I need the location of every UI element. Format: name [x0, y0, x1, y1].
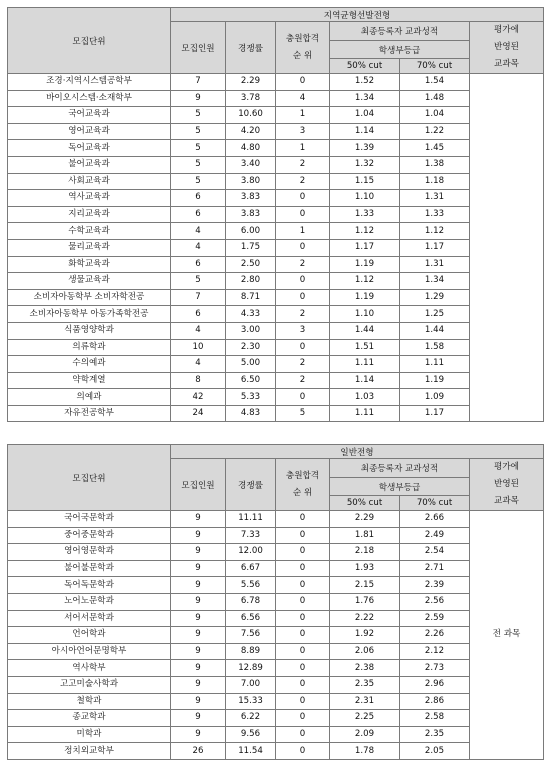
table-row [8, 156, 544, 173]
cut50-cell: 1.52 [330, 74, 400, 91]
unit-cell: 의예과 [8, 389, 171, 406]
waitlist-cell: 0 [276, 693, 330, 710]
cut50-cell: 2.22 [330, 610, 400, 627]
cut70-cell: 2.05 [400, 743, 470, 760]
cut70-cell: 1.17 [400, 405, 470, 422]
cut70-cell: 2.86 [400, 693, 470, 710]
waitlist-cell: 2 [276, 256, 330, 273]
table-row [8, 643, 544, 660]
cut50-cell: 2.25 [330, 710, 400, 727]
quota-cell: 4 [171, 356, 226, 373]
cut50-cell: 1.19 [330, 289, 400, 306]
waitlist-cell: 0 [276, 389, 330, 406]
ratio-cell: 1.75 [226, 239, 276, 256]
header-quota: 모집인원 [171, 22, 226, 74]
unit-cell: 국어교육과 [8, 107, 171, 124]
table-row [8, 743, 544, 760]
table-row [8, 710, 544, 727]
cut50-cell: 1.33 [330, 206, 400, 223]
quota-cell: 42 [171, 389, 226, 406]
ratio-cell: 3.00 [226, 322, 276, 339]
cut70-cell: 2.12 [400, 643, 470, 660]
unit-cell: 중어중문학과 [8, 527, 171, 544]
header-waitlist: 충원합격 순 위 [276, 22, 330, 74]
unit-cell: 독어독문학과 [8, 577, 171, 594]
table-row [8, 676, 544, 693]
table-row [8, 140, 544, 157]
header-unit: 모집단위 [8, 445, 171, 511]
quota-cell: 4 [171, 223, 226, 240]
quota-cell: 6 [171, 306, 226, 323]
unit-cell: 자유전공학부 [8, 405, 171, 422]
unit-cell: 바이오시스템·소재학부 [8, 90, 171, 107]
cut70-cell: 2.49 [400, 527, 470, 544]
header-cut50: 50% cut [330, 59, 400, 74]
table-row [8, 223, 544, 240]
waitlist-cell: 1 [276, 223, 330, 240]
table-row [8, 173, 544, 190]
quota-cell: 7 [171, 289, 226, 306]
cut70-cell: 2.56 [400, 593, 470, 610]
unit-cell: 서어서문학과 [8, 610, 171, 627]
cut50-cell: 1.12 [330, 223, 400, 240]
header-waitlist: 충원합격 순 위 [276, 459, 330, 511]
quota-cell: 9 [171, 643, 226, 660]
quota-cell: 5 [171, 107, 226, 124]
quota-cell: 9 [171, 726, 226, 743]
unit-cell: 아시아언어문명학부 [8, 643, 171, 660]
unit-cell: 생물교육과 [8, 273, 171, 290]
unit-cell: 수의예과 [8, 356, 171, 373]
table-row [8, 322, 544, 339]
table-row [8, 726, 544, 743]
header-group-title: 일반전형 [171, 445, 544, 459]
table-row [8, 239, 544, 256]
table-row [8, 190, 544, 207]
cut70-cell: 2.71 [400, 560, 470, 577]
cut70-cell: 2.73 [400, 660, 470, 677]
table-row [8, 356, 544, 373]
cut70-cell: 1.22 [400, 123, 470, 140]
table-row [8, 206, 544, 223]
ratio-cell: 6.67 [226, 560, 276, 577]
cut50-cell: 1.76 [330, 593, 400, 610]
ratio-cell: 10.60 [226, 107, 276, 124]
ratio-cell: 6.50 [226, 372, 276, 389]
quota-cell: 5 [171, 273, 226, 290]
cut50-cell: 1.32 [330, 156, 400, 173]
cut50-cell: 2.15 [330, 577, 400, 594]
ratio-cell: 6.00 [226, 223, 276, 240]
cut50-cell: 1.44 [330, 322, 400, 339]
header-grade-line2: 학생부등급 [330, 41, 470, 59]
quota-cell: 9 [171, 610, 226, 627]
ratio-cell: 9.56 [226, 726, 276, 743]
waitlist-cell: 0 [276, 74, 330, 91]
cut50-cell: 2.06 [330, 643, 400, 660]
ratio-cell: 3.83 [226, 190, 276, 207]
quota-cell: 7 [171, 74, 226, 91]
subjects-cell [470, 74, 544, 422]
quota-cell: 6 [171, 206, 226, 223]
header-quota: 모집인원 [171, 459, 226, 511]
table-body [8, 511, 544, 760]
cut50-cell: 1.15 [330, 173, 400, 190]
waitlist-cell: 4 [276, 90, 330, 107]
cut70-cell: 2.58 [400, 710, 470, 727]
quota-cell: 4 [171, 239, 226, 256]
unit-cell: 수학교육과 [8, 223, 171, 240]
header-grade-line1: 최종등록자 교과성적 [330, 22, 470, 41]
ratio-cell: 3.83 [226, 206, 276, 223]
waitlist-cell: 0 [276, 544, 330, 561]
cut70-cell: 2.66 [400, 511, 470, 528]
cut70-cell: 1.45 [400, 140, 470, 157]
subjects-cell: 전 과목 [470, 511, 544, 760]
cut70-cell: 1.31 [400, 190, 470, 207]
cut50-cell: 2.18 [330, 544, 400, 561]
cut70-cell: 1.11 [400, 356, 470, 373]
waitlist-cell: 0 [276, 660, 330, 677]
table-body [8, 74, 544, 422]
quota-cell: 9 [171, 710, 226, 727]
header-subjects: 평가에 반영된 교과목 [470, 22, 544, 74]
waitlist-cell: 0 [276, 710, 330, 727]
waitlist-cell: 0 [276, 627, 330, 644]
cut50-cell: 1.39 [330, 140, 400, 157]
quota-cell: 5 [171, 123, 226, 140]
table-row [8, 693, 544, 710]
cut50-cell: 1.81 [330, 527, 400, 544]
quota-cell: 5 [171, 140, 226, 157]
quota-cell: 5 [171, 156, 226, 173]
header-cut70: 70% cut [400, 59, 470, 74]
header-unit: 모집단위 [8, 8, 171, 74]
cut70-cell: 1.04 [400, 107, 470, 124]
ratio-cell: 7.33 [226, 527, 276, 544]
unit-cell: 국어국문학과 [8, 511, 171, 528]
table-row [8, 511, 544, 528]
cut50-cell: 1.14 [330, 372, 400, 389]
ratio-cell: 2.50 [226, 256, 276, 273]
table-row [8, 389, 544, 406]
ratio-cell: 3.40 [226, 156, 276, 173]
table-row [8, 544, 544, 561]
cut50-cell: 1.51 [330, 339, 400, 356]
cut50-cell: 1.19 [330, 256, 400, 273]
header-grade-line2: 학생부등급 [330, 478, 470, 496]
waitlist-cell: 1 [276, 140, 330, 157]
waitlist-cell: 2 [276, 173, 330, 190]
unit-cell: 철학과 [8, 693, 171, 710]
table-row [8, 660, 544, 677]
ratio-cell: 6.78 [226, 593, 276, 610]
quota-cell: 9 [171, 527, 226, 544]
quota-cell: 9 [171, 90, 226, 107]
unit-cell: 미학과 [8, 726, 171, 743]
ratio-cell: 6.56 [226, 610, 276, 627]
waitlist-cell: 0 [276, 560, 330, 577]
ratio-cell: 5.56 [226, 577, 276, 594]
waitlist-cell: 0 [276, 577, 330, 594]
waitlist-cell: 1 [276, 107, 330, 124]
header-ratio: 경쟁률 [226, 22, 276, 74]
table-row [8, 107, 544, 124]
table-row [8, 339, 544, 356]
cut50-cell: 1.04 [330, 107, 400, 124]
cut50-cell: 1.03 [330, 389, 400, 406]
ratio-cell: 15.33 [226, 693, 276, 710]
cut70-cell: 2.35 [400, 726, 470, 743]
table-row [8, 405, 544, 422]
quota-cell: 10 [171, 339, 226, 356]
unit-cell: 불어불문학과 [8, 560, 171, 577]
cut50-cell: 1.10 [330, 190, 400, 207]
cut50-cell: 1.93 [330, 560, 400, 577]
table-row [8, 372, 544, 389]
cut70-cell: 2.59 [400, 610, 470, 627]
waitlist-cell: 2 [276, 156, 330, 173]
unit-cell: 지리교육과 [8, 206, 171, 223]
cut70-cell: 1.25 [400, 306, 470, 323]
cut50-cell: 1.12 [330, 273, 400, 290]
waitlist-cell: 0 [276, 239, 330, 256]
unit-cell: 소비자아동학부 소비자학전공 [8, 289, 171, 306]
cut50-cell: 1.11 [330, 356, 400, 373]
ratio-cell: 5.00 [226, 356, 276, 373]
cut70-cell: 2.26 [400, 627, 470, 644]
unit-cell: 영어영문학과 [8, 544, 171, 561]
cut50-cell: 1.78 [330, 743, 400, 760]
cut70-cell: 1.29 [400, 289, 470, 306]
ratio-cell: 7.00 [226, 676, 276, 693]
table-row [8, 527, 544, 544]
cut70-cell: 1.58 [400, 339, 470, 356]
quota-cell: 9 [171, 593, 226, 610]
cut50-cell: 2.38 [330, 660, 400, 677]
unit-cell: 약학계열 [8, 372, 171, 389]
waitlist-cell: 0 [276, 527, 330, 544]
unit-cell: 불어교육과 [8, 156, 171, 173]
ratio-cell: 8.89 [226, 643, 276, 660]
quota-cell: 24 [171, 405, 226, 422]
quota-cell: 8 [171, 372, 226, 389]
waitlist-cell: 0 [276, 610, 330, 627]
unit-cell: 사회교육과 [8, 173, 171, 190]
quota-cell: 9 [171, 560, 226, 577]
ratio-cell: 6.22 [226, 710, 276, 727]
table-row [8, 90, 544, 107]
cut50-cell: 1.10 [330, 306, 400, 323]
waitlist-cell: 0 [276, 339, 330, 356]
cut70-cell: 1.38 [400, 156, 470, 173]
unit-cell: 언어학과 [8, 627, 171, 644]
cut70-cell: 1.12 [400, 223, 470, 240]
unit-cell: 식품영양학과 [8, 322, 171, 339]
quota-cell: 9 [171, 693, 226, 710]
table-row [8, 560, 544, 577]
unit-cell: 노어노문학과 [8, 593, 171, 610]
waitlist-cell: 0 [276, 273, 330, 290]
table-row [8, 610, 544, 627]
unit-cell: 영어교육과 [8, 123, 171, 140]
ratio-cell: 8.71 [226, 289, 276, 306]
header-subjects: 평가에 반영된 교과목 [470, 459, 544, 511]
waitlist-cell: 2 [276, 372, 330, 389]
header-ratio: 경쟁률 [226, 459, 276, 511]
ratio-cell: 12.00 [226, 544, 276, 561]
admission-table-regional [7, 7, 544, 422]
quota-cell: 9 [171, 544, 226, 561]
header-grade-line1: 최종등록자 교과성적 [330, 459, 470, 478]
cut50-cell: 2.29 [330, 511, 400, 528]
cut50-cell: 1.17 [330, 239, 400, 256]
table-row [8, 306, 544, 323]
cut70-cell: 1.31 [400, 256, 470, 273]
table-row [8, 273, 544, 290]
cut50-cell: 1.34 [330, 90, 400, 107]
waitlist-cell: 0 [276, 190, 330, 207]
cut70-cell: 1.17 [400, 239, 470, 256]
cut70-cell: 1.09 [400, 389, 470, 406]
admission-table-general [7, 444, 544, 760]
cut70-cell: 1.54 [400, 74, 470, 91]
unit-cell: 의류학과 [8, 339, 171, 356]
cut70-cell: 1.19 [400, 372, 470, 389]
quota-cell: 5 [171, 173, 226, 190]
waitlist-cell: 0 [276, 743, 330, 760]
ratio-cell: 4.83 [226, 405, 276, 422]
waitlist-cell: 3 [276, 123, 330, 140]
quota-cell: 9 [171, 577, 226, 594]
ratio-cell: 4.33 [226, 306, 276, 323]
unit-cell: 조경·지역시스템공학부 [8, 74, 171, 91]
quota-cell: 9 [171, 676, 226, 693]
ratio-cell: 12.89 [226, 660, 276, 677]
unit-cell: 물리교육과 [8, 239, 171, 256]
ratio-cell: 11.54 [226, 743, 276, 760]
waitlist-cell: 0 [276, 643, 330, 660]
waitlist-cell: 0 [276, 593, 330, 610]
header-group-title: 지역균형선발전형 [171, 8, 544, 22]
unit-cell: 화학교육과 [8, 256, 171, 273]
cut70-cell: 2.39 [400, 577, 470, 594]
waitlist-cell: 2 [276, 306, 330, 323]
header-cut50: 50% cut [330, 496, 400, 511]
unit-cell: 종교학과 [8, 710, 171, 727]
cut50-cell: 1.14 [330, 123, 400, 140]
waitlist-cell: 2 [276, 356, 330, 373]
cut50-cell: 1.92 [330, 627, 400, 644]
ratio-cell: 11.11 [226, 511, 276, 528]
cut70-cell: 2.96 [400, 676, 470, 693]
quota-cell: 6 [171, 256, 226, 273]
ratio-cell: 2.30 [226, 339, 276, 356]
ratio-cell: 3.78 [226, 90, 276, 107]
table-row [8, 577, 544, 594]
cut70-cell: 1.18 [400, 173, 470, 190]
quota-cell: 9 [171, 511, 226, 528]
table-row [8, 289, 544, 306]
table-row [8, 74, 544, 91]
table-row [8, 593, 544, 610]
waitlist-cell: 5 [276, 405, 330, 422]
quota-cell: 4 [171, 322, 226, 339]
quota-cell: 9 [171, 627, 226, 644]
cut70-cell: 1.48 [400, 90, 470, 107]
table-row [8, 256, 544, 273]
cut70-cell: 2.54 [400, 544, 470, 561]
quota-cell: 9 [171, 660, 226, 677]
waitlist-cell: 3 [276, 322, 330, 339]
cut70-cell: 1.33 [400, 206, 470, 223]
cut50-cell: 2.35 [330, 676, 400, 693]
cut70-cell: 1.44 [400, 322, 470, 339]
ratio-cell: 3.80 [226, 173, 276, 190]
waitlist-cell: 0 [276, 511, 330, 528]
ratio-cell: 5.33 [226, 389, 276, 406]
table-row [8, 627, 544, 644]
cut50-cell: 2.09 [330, 726, 400, 743]
waitlist-cell: 0 [276, 206, 330, 223]
ratio-cell: 4.80 [226, 140, 276, 157]
cut50-cell: 2.31 [330, 693, 400, 710]
quota-cell: 26 [171, 743, 226, 760]
table-row [8, 123, 544, 140]
unit-cell: 소비자아동학부 아동가족학전공 [8, 306, 171, 323]
ratio-cell: 2.80 [226, 273, 276, 290]
waitlist-cell: 0 [276, 289, 330, 306]
header-cut70: 70% cut [400, 496, 470, 511]
ratio-cell: 7.56 [226, 627, 276, 644]
unit-cell: 정치외교학부 [8, 743, 171, 760]
cut50-cell: 1.11 [330, 405, 400, 422]
quota-cell: 6 [171, 190, 226, 207]
unit-cell: 독어교육과 [8, 140, 171, 157]
waitlist-cell: 0 [276, 676, 330, 693]
unit-cell: 역사학부 [8, 660, 171, 677]
ratio-cell: 2.29 [226, 74, 276, 91]
cut70-cell: 1.34 [400, 273, 470, 290]
unit-cell: 역사교육과 [8, 190, 171, 207]
waitlist-cell: 0 [276, 726, 330, 743]
unit-cell: 고고미술사학과 [8, 676, 171, 693]
ratio-cell: 4.20 [226, 123, 276, 140]
